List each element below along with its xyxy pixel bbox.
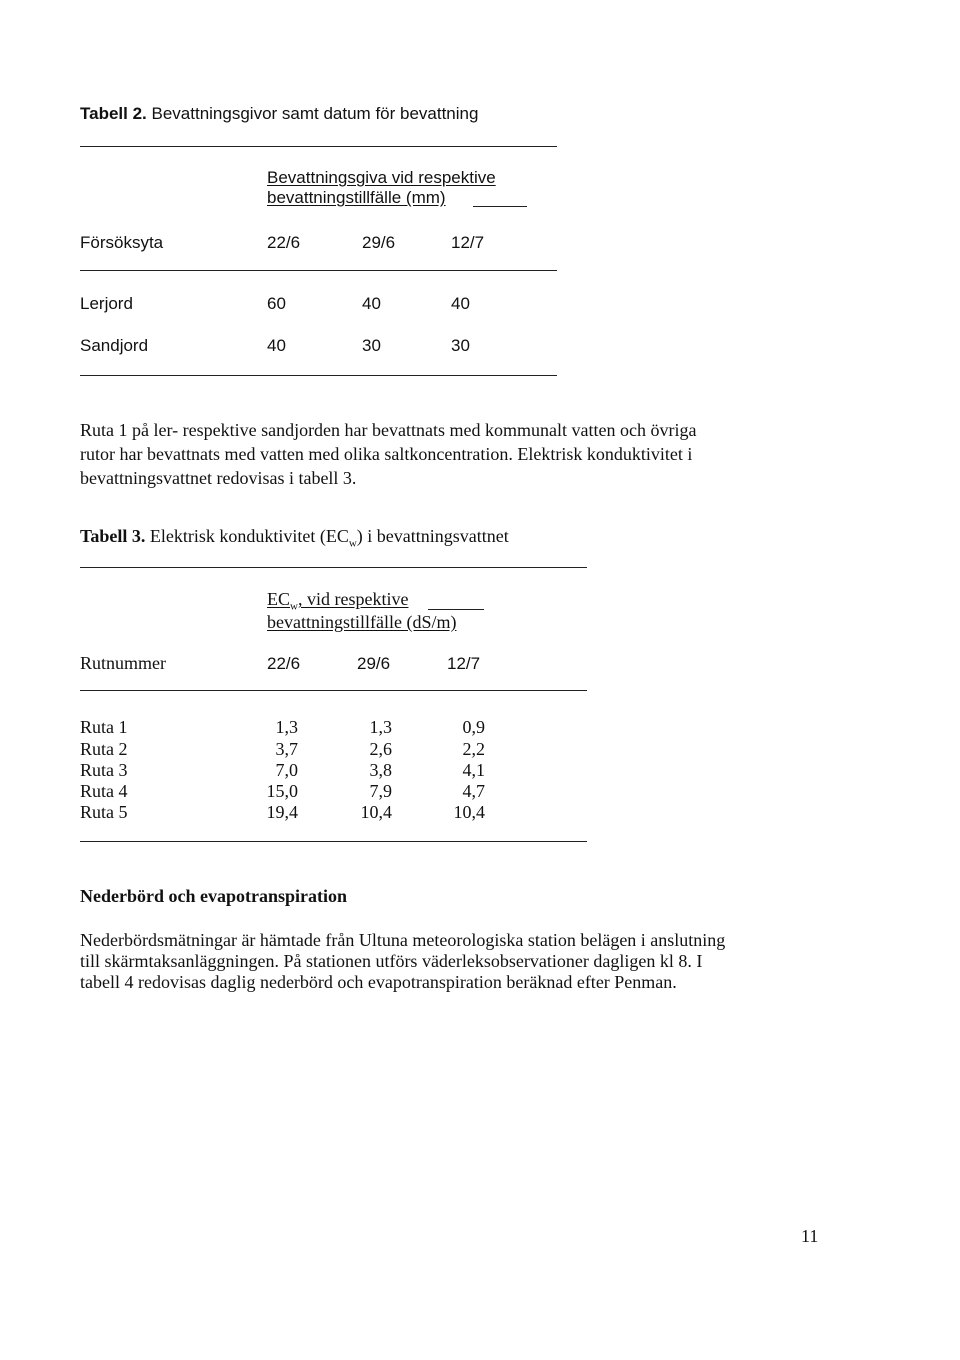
tabell3-cell: 10,4 — [360, 802, 392, 822]
tabell3-cell: 3,8 — [369, 760, 392, 780]
tabell3-row-header: Rutnummer — [80, 653, 166, 673]
tabell2-bottom-rule — [80, 375, 557, 376]
tabell3-group-header-line1 — [267, 589, 408, 613]
section-heading: Nederbörd och evapotranspiration — [80, 886, 347, 906]
tabell3-ec: EC — [267, 589, 291, 609]
tabell3-caption-pre: Elektrisk konduktivitet (EC — [149, 526, 349, 546]
tabell2-group-header-line2: bevattningstillfälle (mm) — [267, 188, 446, 207]
paragraph-line: Ruta 1 på ler- respektive sandjorden har bevattnats med kommunalt vatten och övriga — [80, 420, 697, 440]
tabell3-cell: 7,0 — [275, 760, 298, 780]
tabell2-group-underline — [473, 206, 527, 207]
tabell3-top-rule — [80, 567, 587, 568]
tabell3-row-name: Ruta 5 — [80, 802, 128, 822]
tabell3-cell: 10,4 — [453, 802, 485, 822]
tabell2-caption-text: Bevattningsgivor samt datum för bevattning — [151, 104, 479, 123]
tabell3-cell: 1,3 — [369, 717, 392, 737]
tabell3-caption-post: ) i bevattningsvattnet — [356, 526, 509, 546]
tabell3-cell: 19,4 — [266, 802, 298, 822]
section-line: Nederbördsmätningar är hämtade från Ultuna meteorologiska station belägen i anslutning — [80, 930, 726, 950]
tabell2-cell: 40 — [267, 336, 286, 355]
tabell2-date: 29/6 — [362, 233, 396, 252]
tabell3-row-name: Ruta 3 — [80, 760, 128, 780]
section-line: tabell 4 redovisas daglig nederbörd och evapotranspiration beräknad efter Penman. — [80, 972, 677, 992]
tabell2-row-name: Sandjord — [80, 336, 149, 355]
tabell3-cell: 2,2 — [462, 739, 485, 759]
paragraph-line: rutor har bevattnats med vatten med olika saltkoncentration. Elektrisk konduktivitet i — [80, 444, 693, 464]
tabell2-date: 22/6 — [267, 233, 301, 252]
tabell3-ec-sub: w — [290, 600, 298, 613]
tabell2-group-header-line1: Bevattningsgiva vid respektive — [267, 168, 496, 187]
tabell2-cell: 40 — [362, 294, 381, 313]
tabell3-cell: 0,9 — [462, 717, 485, 737]
tabell3-date: 29/6 — [357, 654, 391, 673]
tabell3-cell: 4,1 — [462, 760, 485, 780]
paragraph-line: bevattningsvattnet redovisas i tabell 3. — [80, 468, 357, 488]
tabell3-cell: 7,9 — [369, 781, 392, 801]
tabell3-date: 12/7 — [447, 654, 481, 673]
tabell3-date: 22/6 — [267, 654, 301, 673]
tabell2-row-header: Försöksyta — [80, 233, 164, 252]
tabell3-row-name: Ruta 1 — [80, 717, 128, 737]
tabell3-bottom-rule — [80, 841, 587, 842]
tabell3-row-name: Ruta 2 — [80, 739, 128, 759]
tabell3-group-header-line2: bevattningstillfälle (dS/m) — [267, 612, 457, 632]
section-line: till skärmtaksanläggningen. På stationen utförs väderleksobservationer dagligen kl 8. I — [80, 951, 703, 971]
tabell3-cell: 4,7 — [462, 781, 485, 801]
tabell3-row-name: Ruta 4 — [80, 781, 128, 801]
tabell2-date: 12/7 — [451, 233, 485, 252]
tabell2-caption — [80, 104, 478, 124]
tabell3-caption — [80, 526, 509, 550]
tabell2-label: Tabell 2. — [80, 104, 147, 123]
tabell3-label: Tabell 3. — [80, 526, 146, 546]
tabell2-cell: 30 — [362, 336, 381, 355]
tabell3-caption-sub: w — [348, 537, 357, 550]
tabell2-top-rule — [80, 146, 557, 147]
tabell3-cell: 15,0 — [266, 781, 298, 801]
tabell3-cell: 2,6 — [369, 739, 392, 759]
tabell3-cell: 3,7 — [275, 739, 298, 759]
tabell2-row-name: Lerjord — [80, 294, 133, 313]
tabell3-header-rule — [80, 690, 587, 691]
page-number: 11 — [801, 1226, 819, 1246]
tabell2-cell: 30 — [451, 336, 470, 355]
tabell3-group-underline — [428, 609, 484, 610]
tabell3-group-header-rest: , vid respektive — [297, 589, 409, 609]
tabell2-cell: 60 — [267, 294, 286, 313]
tabell2-cell: 40 — [451, 294, 470, 313]
tabell2-header-rule — [80, 270, 557, 271]
tabell3-cell: 1,3 — [275, 717, 298, 737]
